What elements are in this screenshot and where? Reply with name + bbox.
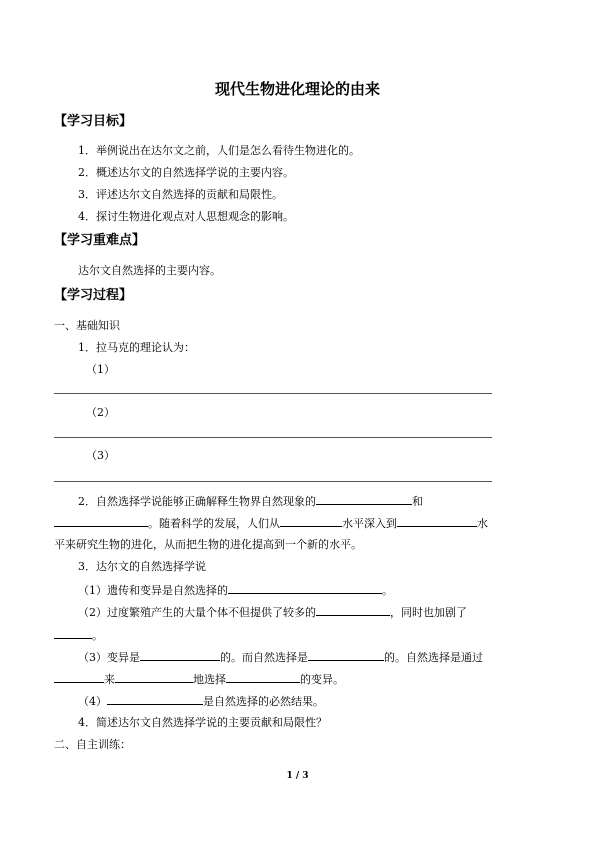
q3-item-4 <box>78 693 324 709</box>
fill-blank[interactable] <box>140 649 220 661</box>
q3-item-1 <box>78 582 393 598</box>
q3-3-text-e: 地选择 <box>193 673 226 686</box>
goal-item-2: 2．概述达尔文的自然选择学说的主要内容。 <box>78 166 294 179</box>
fill-blank[interactable] <box>107 693 203 705</box>
q2-text-b: 和 <box>412 495 423 508</box>
goal-item-3: 3．评述达尔文自然选择的贡献和局限性。 <box>78 188 283 201</box>
question-1: 1．拉马克的理论认为： <box>78 341 195 354</box>
answer-line-1[interactable] <box>54 393 492 394</box>
q3-1-end: 。 <box>382 584 393 597</box>
question-2-line-2 <box>54 515 488 531</box>
section-heading-process: 【学习过程】 <box>54 288 133 303</box>
answer-line-3[interactable] <box>54 481 492 482</box>
q3-3-text-c: 的。自然选择是通过 <box>384 651 483 664</box>
q3-2-text: （2）过度繁殖产生的大量个体不但提供了较多的 <box>78 606 316 619</box>
fill-blank[interactable] <box>228 582 382 594</box>
q3-2-text-b: ，同时也加剧了 <box>390 606 467 619</box>
q3-3-text-d: 来 <box>104 673 115 686</box>
part2-heading: 二、自主训练： <box>54 738 131 751</box>
q3-2-end: 。 <box>92 629 103 642</box>
question-3: 3．达尔文的自然选择学说 <box>78 560 206 573</box>
q3-3-text-a: （3）变异是 <box>78 651 140 664</box>
question-4: 4．简述达尔文自然选择学说的主要贡献和局限性？ <box>78 716 327 729</box>
q2-text-d: 水平深入到 <box>342 517 397 530</box>
goal-item-1: 1．举例说出在达尔文之前，人们是怎么看待生物进化的。 <box>78 144 360 157</box>
key-point-text: 达尔文自然选择的主要内容。 <box>78 264 221 277</box>
goal-item-4: 4．探讨生物进化观点对人思想观念的影响。 <box>78 210 294 223</box>
fill-blank[interactable] <box>280 515 342 527</box>
q2-text-a: 2．自然选择学说能够正确解释生物界自然现象的 <box>78 495 316 508</box>
q2-text-c: 。随着科学的发展，人们从 <box>148 517 280 530</box>
q3-1-text: （1）遗传和变异是自然选择的 <box>78 584 228 597</box>
q3-item-3-cont <box>54 671 344 687</box>
page-number: 1 / 3 <box>286 771 309 781</box>
section-heading-key-points: 【学习重难点】 <box>54 233 146 248</box>
question-2-line-3: 平来研究生物的进化，从而把生物的进化提高到一个新的水平。 <box>54 538 362 551</box>
q3-3-text-b: 的。而自然选择是 <box>220 651 308 664</box>
fill-blank[interactable] <box>54 515 148 527</box>
q2-text-e: 水 <box>477 517 488 530</box>
q3-item-2-cont <box>54 627 103 643</box>
part1-heading: 一、基础知识 <box>54 319 120 332</box>
fill-blank[interactable] <box>54 627 92 639</box>
q3-item-3 <box>78 649 483 665</box>
fill-blank[interactable] <box>316 493 412 505</box>
q1-item-2: （2） <box>86 406 115 419</box>
fill-blank[interactable] <box>115 671 193 683</box>
answer-line-2[interactable] <box>54 437 492 438</box>
question-2-line-1 <box>78 493 423 509</box>
section-heading-goals: 【学习目标】 <box>54 114 133 129</box>
fill-blank[interactable] <box>308 649 384 661</box>
page-title: 现代生物进化理论的由来 <box>214 80 380 98</box>
q3-item-2 <box>78 604 467 620</box>
fill-blank[interactable] <box>54 671 104 683</box>
fill-blank[interactable] <box>226 671 300 683</box>
fill-blank[interactable] <box>397 515 477 527</box>
fill-blank[interactable] <box>316 604 390 616</box>
q1-item-1: （1） <box>86 363 115 376</box>
q1-item-3: （3） <box>86 449 115 462</box>
q3-4-text-a: （4） <box>78 695 107 708</box>
q3-3-text-f: 的变异。 <box>300 673 344 686</box>
q3-4-text-b: 是自然选择的必然结果。 <box>203 695 324 708</box>
